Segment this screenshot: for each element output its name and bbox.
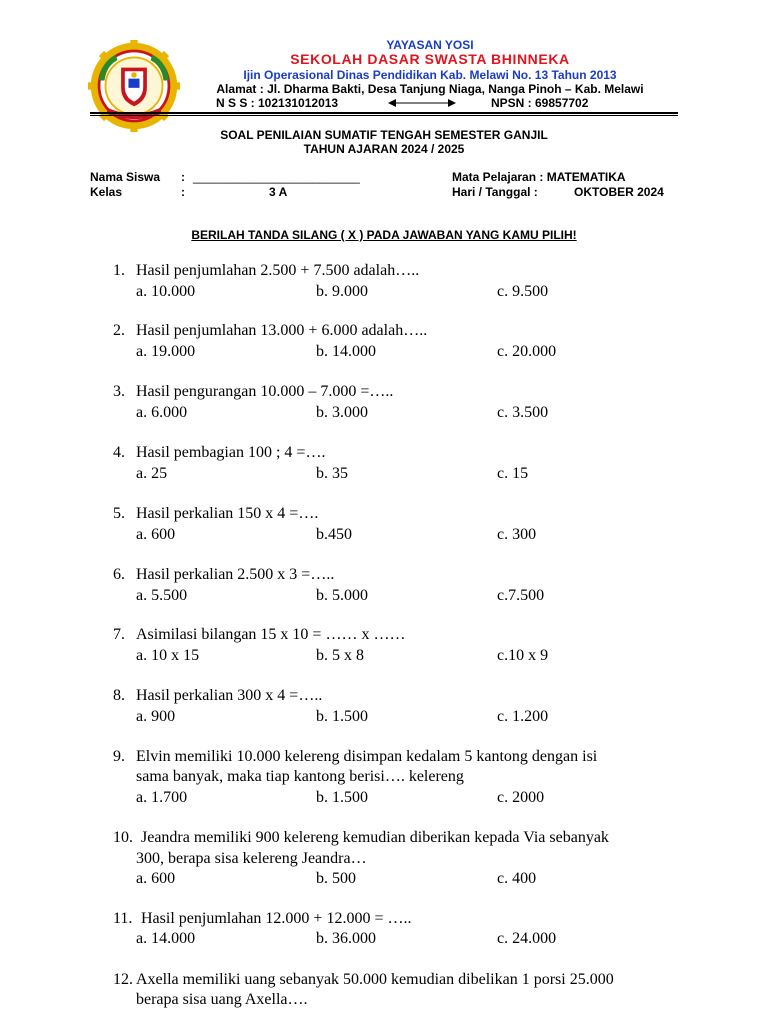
option-b[interactable]: b. 14.000 (316, 343, 376, 360)
option-b[interactable]: b.450 (316, 526, 352, 543)
school-address: Alamat : Jl. Dharma Bakti, Desa Tanjung Niaga, Nanga Pinoh – Kab. Melawi (216, 82, 644, 96)
subject-label: Mata Pelajaran : MATEMATIKA (452, 170, 626, 184)
question-text: Hasil perkalian 300 x 4 =….. (136, 687, 323, 704)
operational-permit: Ijin Operasional Dinas Pendidikan Kab. Melawi No. 13 Tahun 2013 (243, 68, 617, 82)
option-a[interactable]: a. 25 (136, 465, 168, 482)
option-b[interactable]: b. 1.500 (316, 789, 368, 806)
option-c[interactable]: c. 400 (497, 870, 537, 887)
class-label: Kelas (90, 185, 123, 199)
npsn-number: NPSN : 69857702 (491, 96, 589, 110)
school-logo-icon (88, 40, 180, 132)
option-c[interactable]: c. 2000 (497, 789, 545, 806)
question-number: 5. (113, 505, 125, 522)
option-c[interactable]: c. 3.500 (497, 404, 549, 421)
option-b[interactable]: b. 5 x 8 (316, 647, 364, 664)
question-text: Hasil penjumlahan 13.000 + 6.000 adalah….. (136, 322, 428, 339)
option-b[interactable]: b. 5.000 (316, 587, 368, 604)
question-text: Hasil penjumlahan 12.000 + 12.000 = ….. (141, 910, 412, 927)
option-c[interactable]: c.7.500 (497, 587, 545, 604)
question-number: 4. (113, 444, 125, 461)
option-c[interactable]: c. 24.000 (497, 930, 557, 947)
double-arrow-icon (388, 98, 456, 108)
academic-year: TAHUN AJARAN 2024 / 2025 (303, 142, 465, 156)
question-number: 9. (113, 748, 125, 765)
question-number: 8. (113, 687, 125, 704)
school-name: SEKOLAH DASAR SWASTA BHINNEKA (290, 51, 570, 67)
question-number: 2. (113, 322, 125, 339)
question-text-continued: sama banyak, maka tiap kantong berisi…. kelereng (136, 768, 464, 785)
question-text: Hasil penjumlahan 2.500 + 7.500 adalah….. (136, 262, 420, 279)
question-number: 6. (113, 566, 125, 583)
option-a[interactable]: a. 900 (136, 708, 176, 725)
question-text: Elvin memiliki 10.000 kelereng disimpan kedalam 5 kantong dengan isi (136, 748, 598, 765)
letterhead-divider (90, 112, 678, 114)
option-b[interactable]: b. 1.500 (316, 708, 368, 725)
question-text: Hasil pembagian 100 ; 4 =…. (136, 444, 326, 461)
student-name-field[interactable]: _________________________ (193, 170, 360, 184)
option-b[interactable]: b. 3.000 (316, 404, 368, 421)
question-text: Hasil perkalian 2.500 x 3 =….. (136, 566, 335, 583)
option-c[interactable]: c. 300 (497, 526, 537, 543)
option-a[interactable]: a. 1.700 (136, 789, 188, 806)
question-text-continued: berapa sisa uang Axella…. (136, 991, 308, 1008)
class-value: 3 A (269, 185, 288, 199)
option-a[interactable]: a. 14.000 (136, 930, 196, 947)
student-name-label: Nama Siswa (90, 170, 161, 184)
option-a[interactable]: a. 10 x 15 (136, 647, 200, 664)
student-name-colon: : (181, 170, 185, 184)
option-a[interactable]: a. 600 (136, 870, 176, 887)
date-value: OKTOBER 2024 (574, 185, 664, 199)
exam-title: SOAL PENILAIAN SUMATIF TENGAH SEMESTER GANJIL (220, 128, 548, 142)
option-a[interactable]: a. 600 (136, 526, 176, 543)
question-text: Hasil pengurangan 10.000 – 7.000 =….. (136, 383, 394, 400)
question-number: 7. (113, 626, 125, 643)
option-b[interactable]: b. 9.000 (316, 283, 368, 300)
option-a[interactable]: a. 19.000 (136, 343, 196, 360)
question-number: 1. (113, 262, 125, 279)
foundation-name: YAYASAN YOSI (386, 38, 474, 52)
option-a[interactable]: a. 5.500 (136, 587, 188, 604)
option-c[interactable]: c.10 x 9 (497, 647, 549, 664)
date-label: Hari / Tanggal : (452, 185, 538, 199)
option-b[interactable]: b. 35 (316, 465, 348, 482)
instruction: BERILAH TANDA SILANG ( X ) PADA JAWABAN YANG KAMU PILIH! (191, 228, 577, 242)
question-text: Asimilasi bilangan 15 x 10 = …… x …… (136, 626, 406, 643)
question-number: 3. (113, 383, 125, 400)
class-colon: : (181, 185, 185, 199)
question-number: 12. (113, 971, 133, 988)
option-c[interactable]: c. 9.500 (497, 283, 549, 300)
option-b[interactable]: b. 36.000 (316, 930, 376, 947)
nss-number: N S S : 102131012013 (216, 96, 339, 110)
option-a[interactable]: a. 10.000 (136, 283, 196, 300)
option-c[interactable]: c. 20.000 (497, 343, 557, 360)
letterhead-divider-thin (90, 115, 678, 116)
question-text: Axella memiliki uang sebanyak 50.000 kemudian dibelikan 1 porsi 25.000 (136, 971, 614, 988)
option-b[interactable]: b. 500 (316, 870, 356, 887)
option-c[interactable]: c. 15 (497, 465, 529, 482)
option-a[interactable]: a. 6.000 (136, 404, 188, 421)
option-c[interactable]: c. 1.200 (497, 708, 549, 725)
question-text: Hasil perkalian 150 x 4 =…. (136, 505, 319, 522)
question-number: 11. (113, 910, 133, 927)
question-number: 10. (113, 829, 133, 846)
question-text-continued: 300, berapa sisa kelereng Jeandra… (136, 850, 367, 867)
question-text: Jeandra memiliki 900 kelereng kemudian diberikan kepada Via sebanyak (141, 829, 609, 846)
